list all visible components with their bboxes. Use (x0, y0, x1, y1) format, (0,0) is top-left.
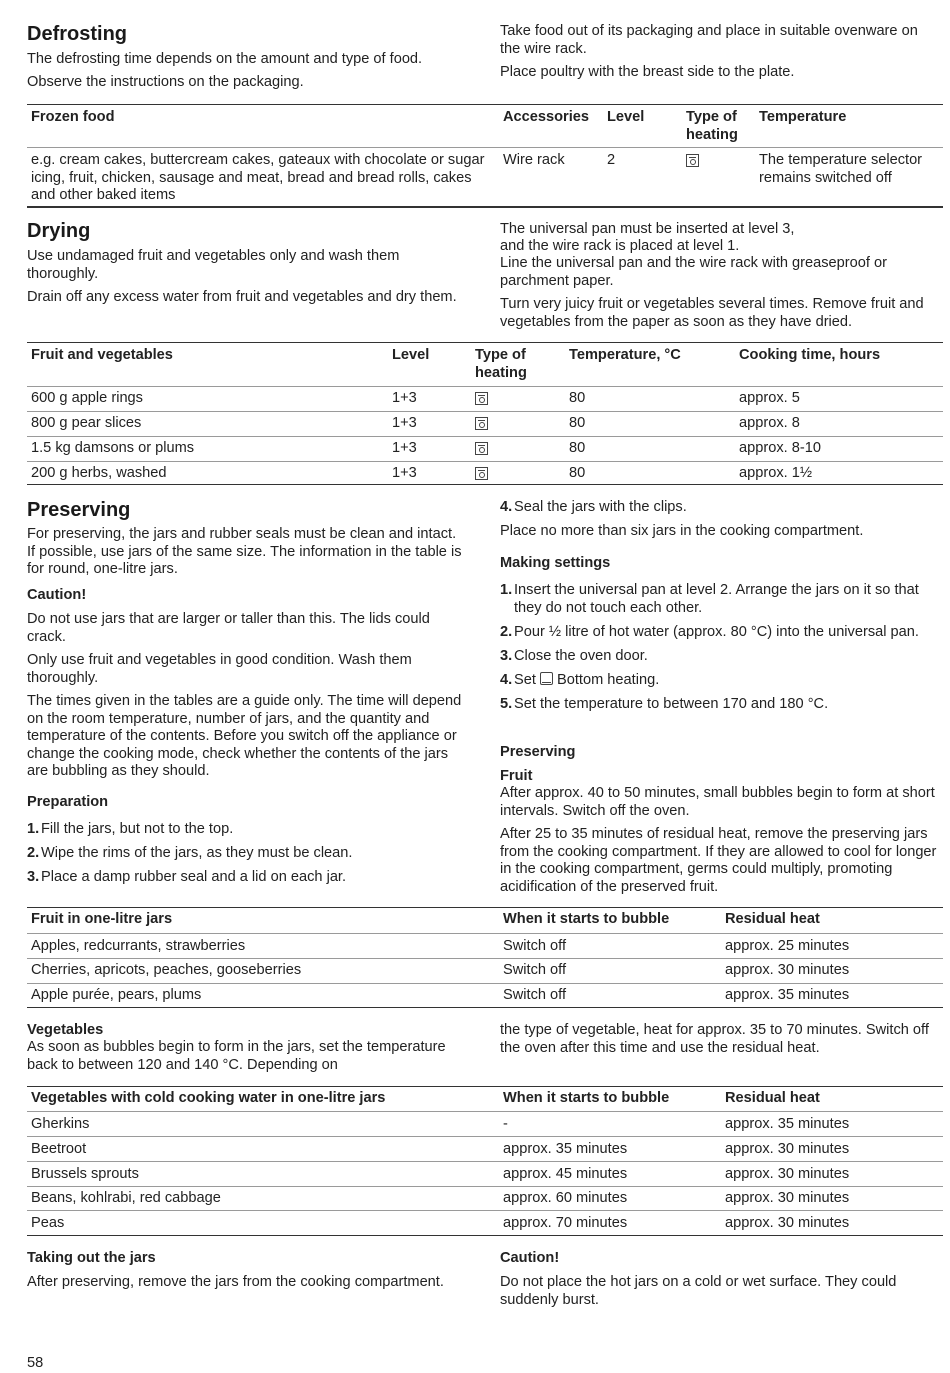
table-cell: approx. 30 minutes (725, 962, 850, 978)
table-header-rule (27, 147, 943, 148)
table-cell: 2 (607, 152, 616, 168)
table-header: Temperature, °C (569, 347, 681, 363)
table-header: Residual heat (725, 1090, 820, 1106)
vegetables-text-right: the type of vegetable, heat for approx. 35 to 70 minutes. Switch off the oven after this time and use the residual heat. (500, 1022, 929, 1056)
drying-heating-icon (475, 442, 488, 455)
table-cell: 1+3 (392, 440, 417, 456)
section-title-preserving: Preserving (27, 499, 131, 521)
table-cell (475, 415, 488, 433)
table-row-rule (27, 958, 943, 959)
table-cell: - (503, 1116, 508, 1132)
table-cell (475, 390, 488, 408)
taking-out-text: After preserving, remove the jars from the cooking compartment. (27, 1274, 444, 1290)
table-header: Type of heating (686, 109, 738, 143)
preserving-intro: For preserving, the jars and rubber seals must be clean and intact. If possible, use jars of the same size. The information in the table is for round, one-litre jars. (27, 526, 462, 577)
vegetables-subheading: Vegetables (27, 1022, 104, 1038)
table-row-rule (27, 1186, 943, 1187)
table-cell: Peas (31, 1215, 65, 1231)
table-row-rule (27, 1136, 943, 1137)
table-cell: Switch off (503, 938, 566, 954)
table-header: Temperature (759, 109, 847, 125)
table-top-rule (27, 342, 943, 343)
table-cell: 1+3 (392, 415, 417, 431)
list-item: 2. Wipe the rims of the jars, as they must be clean. (27, 845, 353, 861)
drying-text-4: Turn very juicy fruit or vegetables several times. Remove fruit and vegetables from the paper as soon as they have dried. (500, 296, 924, 330)
table-header: When it starts to bubble (503, 911, 670, 927)
table-cell: e.g. cream cakes, buttercream cakes, gateaux with chocolate or sugar icing, fruit, chicken, sausage and meat, bread and bread rolls, cakes and other baked items (31, 152, 485, 203)
table-cell: approx. 35 minutes (503, 1141, 628, 1157)
table-row-rule (27, 461, 943, 462)
table-cell: approx. 35 minutes (725, 1116, 850, 1132)
drying-text-3b: and the wire rack is placed at level 1. (500, 238, 740, 254)
drying-heating-icon (475, 417, 488, 430)
vegetables-text-left: As soon as bubbles begin to form in the jars, set the temperature back to between 120 and 140 °C. Depending on (27, 1039, 446, 1073)
table-cell: approx. 5 (739, 390, 800, 406)
table-cell: Wire rack (503, 152, 565, 168)
table-row-rule (27, 1161, 943, 1162)
table-header: Level (392, 347, 430, 363)
preparation-list (27, 821, 472, 887)
table-cell (686, 152, 699, 170)
table-bottom-rule (27, 484, 943, 485)
table-cell: approx. 60 minutes (503, 1190, 628, 1206)
table-cell: approx. 35 minutes (725, 987, 850, 1003)
table-cell (475, 440, 488, 458)
section-title-drying: Drying (27, 220, 91, 242)
max-jars-text: Place no more than six jars in the cooking compartment. (500, 523, 864, 539)
drying-heating-icon (475, 392, 488, 405)
table-bottom-rule (27, 1235, 943, 1236)
defrosting-text-2: Observe the instructions on the packaging. (27, 74, 304, 90)
table-cell: 800 g pear slices (31, 415, 142, 431)
table-cell: approx. 30 minutes (725, 1141, 850, 1157)
table-cell: 80 (569, 465, 586, 481)
defrost-heating-icon (686, 154, 699, 167)
table-bottom-rule (27, 206, 943, 208)
fruit-text-1: After approx. 40 to 50 minutes, small bubbles begin to form at short intervals. Switch off the oven. (500, 785, 935, 819)
drying-heating-icon (475, 467, 488, 480)
table-header: Frozen food (31, 109, 115, 125)
table-header-rule (27, 386, 943, 387)
list-item: 1. Fill the jars, but not to the top. (27, 821, 234, 837)
fruit-text-2: After 25 to 35 minutes of residual heat, remove the preserving jars from the cooking compartment. If they are allowed to cool for longer in the cooking compartment, germs could multiply, promoting acidification of the preserved fruit. (500, 826, 937, 895)
defrosting-text-3: Take food out of its packaging and place in suitable ovenware on the wire rack. (500, 23, 918, 57)
table-header: Cooking time, hours (739, 347, 881, 363)
table-row-rule (27, 983, 943, 984)
table-header: Accessories (503, 109, 590, 125)
list-item: 3. Place a damp rubber seal and a lid on each jar. (27, 869, 347, 885)
table-header: Residual heat (725, 911, 820, 927)
settings-list (500, 582, 930, 713)
table-header: Level (607, 109, 645, 125)
table-cell: 80 (569, 415, 586, 431)
table-cell: 200 g herbs, washed (31, 465, 167, 481)
table-cell: Beans, kohlrabi, red cabbage (31, 1190, 221, 1206)
caution-text-3: The times given in the tables are a guide only. The time will depend on the room temperature, number of jars, and the quantity and temperature of the contents. Before you switch off the appliance or change the cooking mode, check whether the contents of the jars are bubbling as they should. (27, 693, 462, 779)
table-cell: 80 (569, 390, 586, 406)
table-cell: approx. 45 minutes (503, 1166, 628, 1182)
table-cell: Apple purée, pears, plums (31, 987, 202, 1003)
table-cell: Switch off (503, 987, 566, 1003)
drying-text-3c: Line the universal pan and the wire rack with greaseproof or parchment paper. (500, 255, 887, 289)
table-cell: 600 g apple rings (31, 390, 143, 406)
table-header: Type of heating (475, 347, 527, 381)
table-cell: Cherries, apricots, peaches, gooseberries (31, 962, 302, 978)
caution-final-heading: Caution! (500, 1250, 560, 1266)
table-cell: Gherkins (31, 1116, 90, 1132)
table-cell: 1+3 (392, 465, 417, 481)
drying-text-1: Use undamaged fruit and vegetables only and wash them thoroughly. (27, 248, 400, 282)
list-item: 4. Seal the jars with the clips. (500, 499, 687, 515)
caution-text-1: Do not use jars that are larger or taller than this. The lids could crack. (27, 611, 430, 645)
preserving-subheading: Preserving (500, 744, 576, 760)
list-item: 1. Insert the universal pan at level 2. Arrange the jars on it so that they do not touch each other. (500, 582, 919, 616)
preparation-heading: Preparation (27, 794, 109, 810)
list-item: 5. Set the temperature to between 170 and 180 °C. (500, 695, 829, 712)
table-cell: approx. 1½ (739, 465, 813, 481)
caution-heading: Caution! (27, 587, 87, 603)
table-header: Fruit and vegetables (31, 347, 173, 363)
table-top-rule (27, 104, 943, 105)
table-cell: 80 (569, 440, 586, 456)
drying-text-2: Drain off any excess water from fruit and vegetables and dry them. (27, 289, 457, 305)
table-cell: Beetroot (31, 1141, 87, 1157)
section-title-defrosting: Defrosting (27, 23, 127, 45)
table-top-rule (27, 907, 943, 908)
table-cell: approx. 25 minutes (725, 938, 850, 954)
table-row-rule (27, 1210, 943, 1211)
table-top-rule (27, 1086, 943, 1087)
bottom-heating-icon (540, 672, 553, 685)
table-bottom-rule (27, 1007, 943, 1008)
caution-text-2: Only use fruit and vegetables in good condition. Wash them thoroughly. (27, 652, 412, 686)
table-header-rule (27, 1111, 943, 1112)
caution-final-text: Do not place the hot jars on a cold or wet surface. They could suddenly burst. (500, 1274, 897, 1308)
table-cell: approx. 30 minutes (725, 1215, 850, 1231)
table-header: When it starts to bubble (503, 1090, 670, 1106)
table-cell: approx. 30 minutes (725, 1166, 850, 1182)
table-cell: approx. 8 (739, 415, 800, 431)
table-cell: 1+3 (392, 390, 417, 406)
table-row-rule (27, 436, 943, 437)
table-cell: The temperature selector remains switched off (759, 152, 923, 186)
fruit-subheading: Fruit (500, 768, 533, 784)
table-header-rule (27, 933, 943, 934)
list-item: 4. Set Bottom heating. (500, 671, 660, 688)
table-row-rule (27, 411, 943, 412)
table-header: Fruit in one-litre jars (31, 911, 173, 927)
list-item: 2. Pour ½ litre of hot water (approx. 80 °C) into the universal pan. (500, 623, 919, 640)
preparation-list-continued (500, 499, 942, 517)
table-cell: 1.5 kg damsons or plums (31, 440, 195, 456)
table-cell: approx. 8-10 (739, 440, 821, 456)
table-cell: Brussels sprouts (31, 1166, 139, 1182)
table-cell: approx. 70 minutes (503, 1215, 628, 1231)
table-header: Vegetables with cold cooking water in one-litre jars (31, 1090, 386, 1106)
defrosting-text-1: The defrosting time depends on the amount and type of food. (27, 51, 423, 67)
making-settings-heading: Making settings (500, 555, 611, 571)
defrosting-text-4: Place poultry with the breast side to the plate. (500, 64, 795, 80)
table-cell: Switch off (503, 962, 566, 978)
taking-out-heading: Taking out the jars (27, 1250, 156, 1266)
page-number: 58 (27, 1355, 44, 1371)
list-item: 3. Close the oven door. (500, 647, 648, 664)
table-cell: Apples, redcurrants, strawberries (31, 938, 246, 954)
drying-text-3a: The universal pan must be inserted at level 3, (500, 221, 795, 237)
table-cell: approx. 30 minutes (725, 1190, 850, 1206)
table-cell (475, 465, 488, 483)
